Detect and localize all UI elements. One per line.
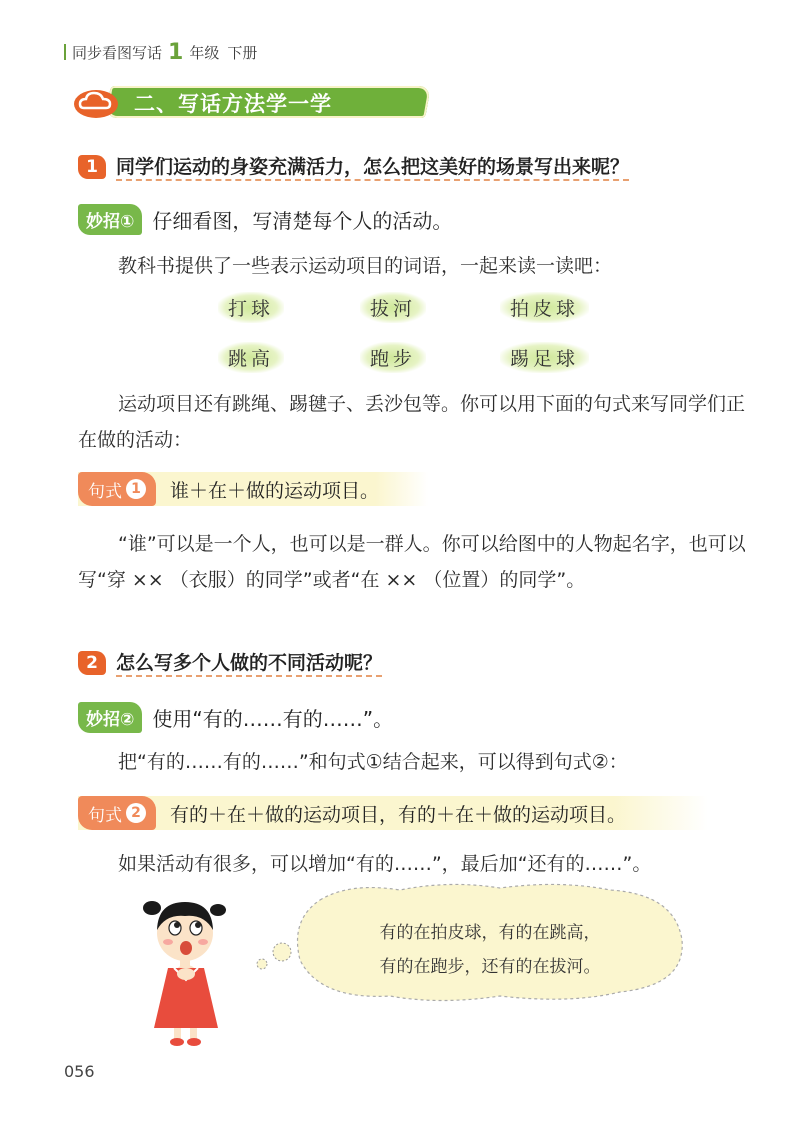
word-list — [0, 288, 800, 378]
pattern-tag — [78, 796, 156, 830]
header-divider — [64, 44, 66, 60]
pattern-number: 1 — [126, 479, 146, 499]
paragraph-text: 把“有的……有的……”和句式①结合起来，可以得到句式②： — [118, 751, 628, 773]
question-1 — [78, 152, 629, 181]
paragraph-text: 运动项目还有跳绳、踢毽子、丢沙包等。你可以用下面的句式来写同学们正在做的活动： — [78, 393, 746, 451]
question-number-badge: 1 — [78, 155, 106, 179]
word-chip: 踢足球 — [500, 342, 589, 373]
paragraph-more — [78, 846, 758, 882]
question-number-badge: 2 — [78, 651, 106, 675]
book-title: 同步看图写话 — [72, 43, 163, 62]
section-banner — [72, 80, 372, 124]
cloud-icon — [72, 84, 120, 120]
bubble-line-1: 有的在拍皮球，有的在跳高， — [379, 923, 601, 943]
paragraph-who — [78, 526, 758, 598]
running-header — [64, 40, 257, 64]
pattern-number: 2 — [126, 803, 146, 823]
bubble-line-2: 有的在跑步，还有的在拔河。 — [379, 957, 601, 977]
pattern-label: 句式 — [88, 805, 122, 826]
pattern-text: 有的＋在＋做的运动项目，有的＋在＋做的运动项目。 — [170, 803, 627, 826]
girl-illustration — [130, 888, 240, 1048]
sentence-pattern-2 — [78, 796, 708, 830]
section-title: 二、写话方法学一学 — [134, 92, 332, 116]
paragraph-combine — [78, 744, 758, 780]
tip-tag: 妙招② — [78, 702, 142, 733]
grade-number: 1 — [168, 39, 184, 65]
paragraph-text: “谁”可以是一个人，也可以是一群人。你可以给图中的人物起名字，也可以写“穿 ×× （衣服）的同学”或者“在 ×× （位置）的同学”。 — [78, 533, 746, 591]
speech-bubble — [290, 880, 690, 1005]
tip-1 — [78, 204, 452, 235]
question-2 — [78, 648, 382, 677]
tip-text: 使用“有的……有的……”。 — [152, 707, 394, 731]
sentence-pattern-1 — [78, 472, 428, 506]
word-chip: 拍皮球 — [500, 292, 589, 323]
tip-tag: 妙招① — [78, 204, 142, 235]
tip-2 — [78, 702, 393, 733]
paragraph-intro-words — [78, 248, 758, 284]
question-text: 同学们运动的身姿充满活力，怎么把这美好的场景写出来呢？ — [116, 152, 629, 181]
word-chip: 打球 — [218, 292, 284, 323]
pattern-text: 谁＋在＋做的运动项目。 — [170, 479, 380, 502]
pattern-label: 句式 — [88, 481, 122, 502]
question-text: 怎么写多个人做的不同活动呢？ — [116, 648, 382, 677]
page-number: 056 — [64, 1062, 95, 1081]
tip-text: 仔细看图，写清楚每个人的活动。 — [152, 209, 453, 233]
volume-label: 下册 — [227, 43, 258, 62]
paragraph-text: 如果活动有很多，可以增加“有的……”，最后加“还有的……”。 — [118, 853, 652, 875]
word-chip: 拔河 — [360, 292, 426, 323]
word-chip: 跑步 — [360, 342, 426, 373]
paragraph-sports — [78, 386, 758, 458]
paragraph-text: 教科书提供了一些表示运动项目的词语，一起来读一读吧： — [118, 255, 613, 277]
grade-text: 年级 — [189, 43, 220, 62]
pattern-tag — [78, 472, 156, 506]
word-chip: 跳高 — [218, 342, 284, 373]
